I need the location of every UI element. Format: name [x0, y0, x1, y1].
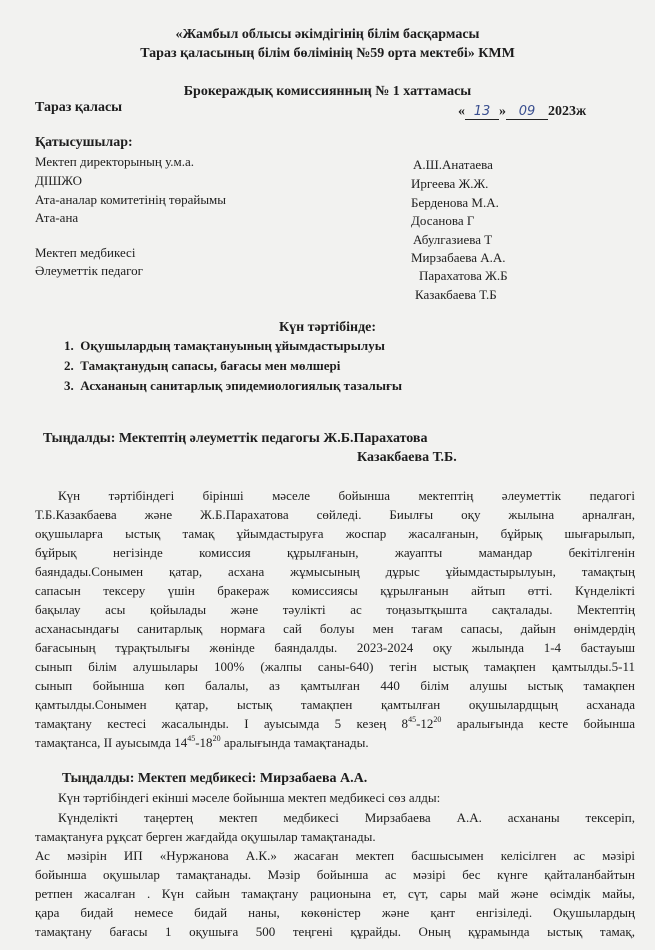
- paragraph-line: бағасының тұрақтылығы жөнінде баяндалды. 2023-2024 оқу жылында 1-4 бастауыш: [35, 640, 635, 655]
- paragraph-line: [35, 735, 635, 751]
- time-superscript: 45: [187, 733, 196, 743]
- participant-name: Абулгазиева Т: [413, 232, 493, 247]
- section1-heading-line2: Казакбаева Т.Б.: [357, 450, 457, 465]
- date-day: 13: [465, 105, 499, 120]
- paragraph-line: [35, 716, 635, 732]
- date-open-quote: «: [458, 104, 465, 119]
- participant-name: Казакбаева Т.Б: [415, 287, 497, 302]
- date-close-quote: »: [499, 104, 506, 119]
- participant-role: Ата-ана: [35, 210, 79, 225]
- paragraph-line: Ас мәзірін ИП «Нуржанова А.К.» жасаған мектеп басшысымен келісілген ас мәзірі: [35, 848, 635, 863]
- schedule-text: -18: [195, 735, 213, 750]
- schedule-text: -12: [416, 716, 434, 731]
- agenda-item: 2. Тамақтанудың сапасы, бағасы мен мөлшері: [64, 358, 341, 373]
- section1-heading: Тыңдалды: Мектептің әлеуметтік педагогы Ж.Б.Парахатова: [43, 431, 428, 446]
- paragraph-line: бұйрық негізінде комиссия құрылғанын, жауапты мамандар бекітілгенін: [35, 545, 635, 560]
- org-line-2: Тараз қаласының білім бөлімінің №59 орта мектебі» КММ: [140, 46, 515, 61]
- schedule-text: аралығында тамақтанады.: [220, 735, 369, 750]
- agenda-heading: Күн тәртібінде:: [278, 320, 377, 335]
- participant-role: Мектеп медбикесі: [35, 245, 136, 260]
- section2-heading: Тыңдалды: Мектеп медбикесі: Мирзабаева А.А.: [62, 771, 368, 786]
- paragraph-line: сапасын тексеру үшін бракераж комиссиясы құрылғанын айтып өтті. Күнделікті: [35, 583, 635, 598]
- participant-role: Ата-аналар комитетінің төрайымы: [35, 192, 227, 207]
- schedule-text: тамақтанса, II ауысымда 14: [35, 735, 188, 750]
- agenda-item-text: Тамақтанудың сапасы, бағасы мен мөлшері: [80, 358, 341, 373]
- paragraph-line: тамақтану бағасы 1 оқушыға 500 теңгені құрайды. Оның құрамында ыстық тамақ,: [35, 924, 635, 939]
- participant-role: Әлеуметтік педагог: [35, 263, 143, 278]
- paragraph-line: Күн тәртібіндегі екінші мәселе бойынша мектеп медбикесі сөз алды:: [58, 790, 441, 805]
- schedule-text: аралығында кесте бойынша: [441, 716, 635, 731]
- protocol-date: [458, 104, 586, 120]
- time-superscript: 45: [408, 714, 417, 724]
- paragraph-line: қара бидай немесе бидай наны, көкөністер және қант енгізіледі. Оқушылардың: [35, 905, 635, 920]
- org-line-1: «Жамбыл облысы әкімдігінің білім басқармасы: [175, 27, 480, 42]
- participants-heading: Қатысушылар:: [35, 135, 133, 150]
- date-month: 09: [506, 105, 548, 120]
- paragraph-line: сынып бойынша көп балалы, аз қамтылған 440 білім алушы ыстық тамақпен: [35, 678, 635, 693]
- participant-name: Мирзабаева А.А.: [411, 250, 506, 265]
- time-superscript: 20: [212, 733, 221, 743]
- agenda-item: 3. Асхананың санитарлық эпидемиологиялық тазалығы: [64, 378, 403, 393]
- paragraph-line: сынып білім алушылары 100% (жалпы саны-640) тегін ыстық тамақпен қамтылды.5-11: [35, 659, 635, 674]
- paragraph-line: бақылау асы қойылады және тәулікті ас тоңазытқышта сақталады. Мектептің: [35, 602, 635, 617]
- paragraph-line: қамтылды.Сонымен қатар, ыстық тамақпен қамтылған оқушылардщың асханада: [35, 697, 635, 712]
- agenda-item: 1. Оқушылардың тамақтануының ұйымдастырылуы: [64, 338, 385, 353]
- participant-name: Берденова М.А.: [411, 195, 499, 210]
- paragraph-line: баяндады.Сонымен қатар, асхана жұмысының дұрыс ұйымдастырылуын, тамақтың: [35, 564, 635, 579]
- participant-role: Мектеп директорының у.м.а.: [35, 154, 195, 169]
- paragraph-line: Күн тәртібіндегі бірінші мәселе бойынша мектептің әлеуметтік педагогі: [58, 488, 635, 503]
- participant-name: А.Ш.Анатаева: [413, 157, 493, 172]
- agenda-item-text: Оқушылардың тамақтануының ұйымдастырылуы: [80, 338, 385, 353]
- paragraph-line: асханасындағы санитарлық нормаға сай болуы мен тағам сапасы, дайын өнімдердің: [35, 621, 635, 636]
- participant-name: Досанова Г: [411, 213, 475, 228]
- time-superscript: 20: [433, 714, 442, 724]
- agenda-item-text: Асхананың санитарлық эпидемиологиялық тазалығы: [80, 378, 403, 393]
- paragraph-line: Күнделікті таңертең мектеп медбикесі Мирзабаева А.А. асхананы тексеріп,: [58, 810, 635, 825]
- date-year: 2023ж: [548, 104, 587, 119]
- participant-role: ДІШЖО: [35, 173, 83, 188]
- schedule-text: тамақтану кестесі жасалынды. I ауысымда 5 кезең 8: [35, 716, 409, 731]
- paragraph-line: ретпен жасалған . Күн сайын тамақтану рационына ет, сүт, сары май және өсімдік майы,: [35, 886, 635, 901]
- protocol-title: Брокераждық комиссиянның № 1 хаттамасы: [183, 84, 472, 99]
- participant-name: Иргеева Ж.Ж.: [411, 176, 489, 191]
- participant-name: Парахатова Ж.Б: [419, 268, 508, 283]
- city: Тараз қаласы: [35, 100, 123, 115]
- paragraph-line: тамақтануға рұқсат берген жағдайда оқушылар тамақтанады.: [35, 829, 376, 844]
- paragraph-line: бойынша оқушылар тамақтанады. Мәзір бойынша ас мәзірі бес күнге қайталанбайтын: [35, 867, 635, 882]
- paragraph-line: оқушыларға ыстық тамақ ұйымдастыруға жоспар жасалғанын, бұйрық шығарылып,: [35, 526, 635, 541]
- paragraph-line: Т.Б.Казакбаева және Ж.Б.Парахатова сөйледі. Биылғы оқу жылына арналған,: [35, 507, 635, 522]
